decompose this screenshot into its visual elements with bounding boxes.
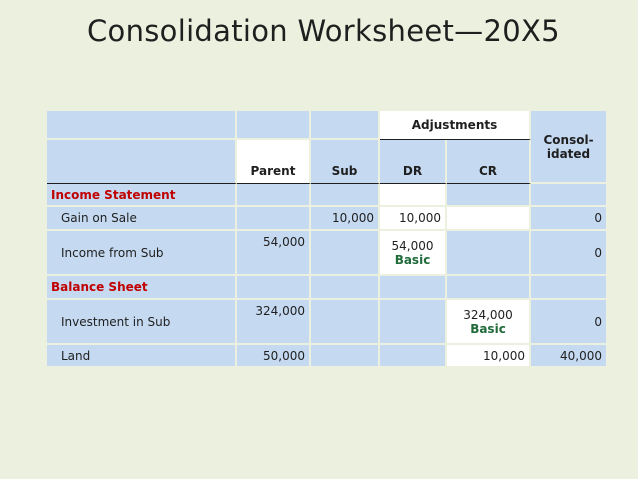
land-sub (311, 345, 380, 368)
section-balance-sheet: Balance Sheet (47, 276, 237, 300)
land-parent: 50,000 (237, 345, 311, 368)
header-parent-blank (237, 111, 311, 140)
header-label-cell-2 (47, 140, 237, 184)
header-label-cell (47, 111, 237, 140)
blank-cell (311, 276, 380, 300)
blank-cell (380, 184, 447, 207)
land-dr (380, 345, 447, 368)
land-cr: 10,000 (447, 345, 531, 368)
header-cr: CR (447, 140, 531, 184)
income-sub-cr (447, 231, 531, 276)
land-consolidated: 40,000 (531, 345, 608, 368)
table-row (47, 207, 608, 231)
income-sub-consolidated: 0 (531, 231, 608, 276)
investment-consolidated: 0 (531, 300, 608, 345)
gain-cr (447, 207, 531, 231)
header-row-top (47, 111, 608, 140)
header-parent: Parent (237, 140, 311, 184)
blank-cell (447, 276, 531, 300)
row-label-gain-on-sale: Gain on Sale (47, 207, 237, 231)
blank-cell (531, 276, 608, 300)
investment-cr-amount: 324,000 (463, 307, 513, 322)
blank-cell (311, 184, 380, 207)
section-row-balance (47, 276, 608, 300)
income-sub-dr (380, 231, 447, 276)
header-sub: Sub (311, 140, 380, 184)
investment-cr-note: Basic (470, 321, 506, 336)
investment-sub (311, 300, 380, 345)
blank-cell (447, 184, 531, 207)
gain-sub: 10,000 (311, 207, 380, 231)
header-consolidated (531, 111, 608, 184)
header-adjustments: Adjustments (380, 111, 531, 140)
gain-consolidated: 0 (531, 207, 608, 231)
investment-cr (447, 300, 531, 345)
header-dr: DR (380, 140, 447, 184)
section-row-income (47, 184, 608, 207)
header-row-bottom (47, 140, 608, 184)
header-consolidated-line1: Consol- (543, 132, 594, 147)
table-row (47, 231, 608, 276)
blank-cell (531, 184, 608, 207)
investment-parent: 324,000 (237, 300, 311, 345)
blank-cell (237, 276, 311, 300)
gain-dr: 10,000 (380, 207, 447, 231)
consolidation-worksheet-table (47, 111, 608, 368)
row-label-income-from-sub: Income from Sub (47, 231, 237, 276)
blank-cell (237, 184, 311, 207)
header-sub-blank (311, 111, 380, 140)
row-label-land: Land (47, 345, 237, 368)
income-sub-parent: 54,000 (237, 231, 311, 276)
income-sub-dr-amount: 54,000 (391, 238, 434, 253)
table-row (47, 345, 608, 368)
income-sub-sub (311, 231, 380, 276)
investment-dr (380, 300, 447, 345)
blank-cell (380, 276, 447, 300)
row-label-investment-in-sub: Investment in Sub (47, 300, 237, 345)
table-row (47, 300, 608, 345)
section-income-statement: Income Statement (47, 184, 237, 207)
gain-parent (237, 207, 311, 231)
slide-title: Consolidation Worksheet—20X5 (87, 14, 560, 48)
header-consolidated-line2: idated (546, 146, 591, 161)
income-sub-dr-note: Basic (394, 252, 431, 267)
